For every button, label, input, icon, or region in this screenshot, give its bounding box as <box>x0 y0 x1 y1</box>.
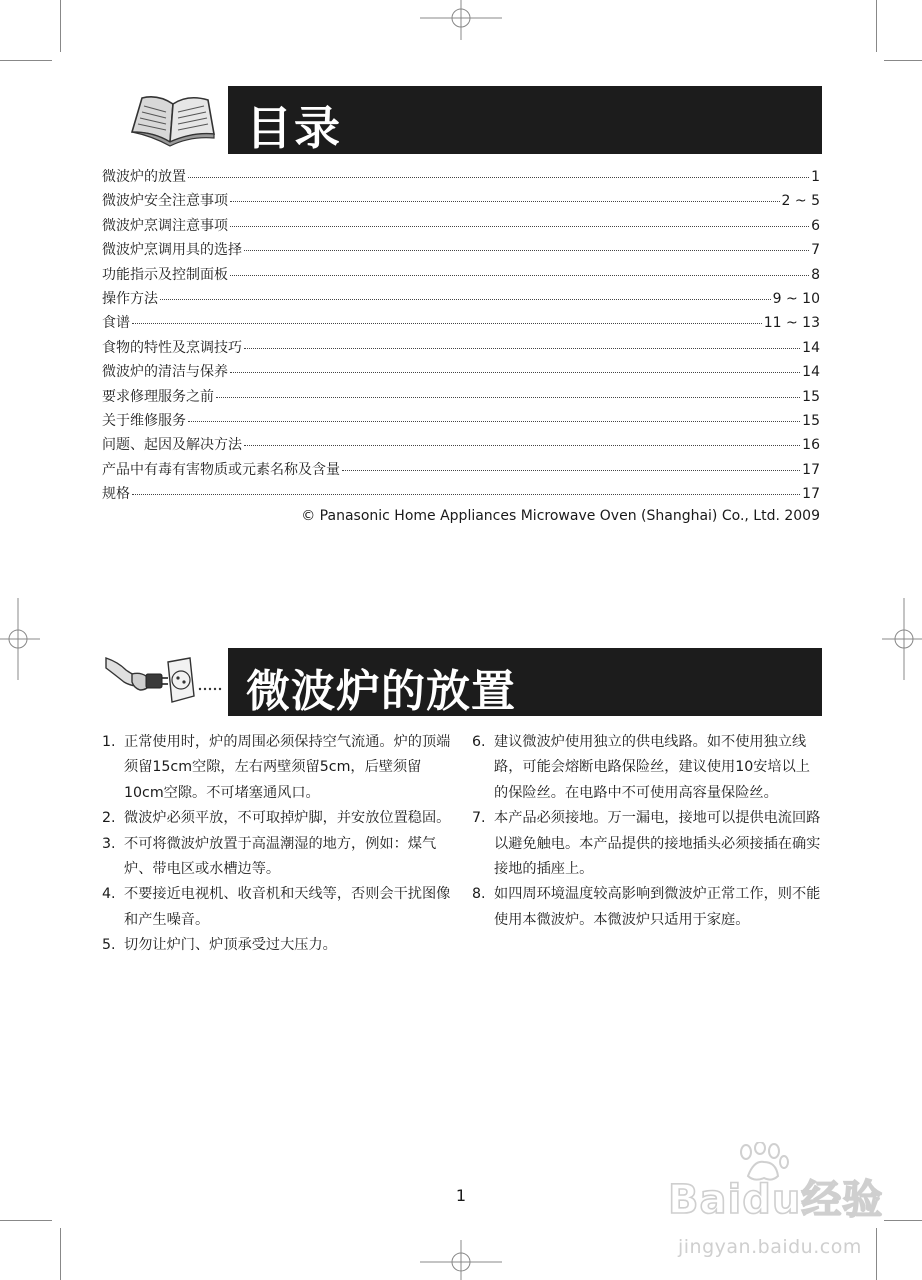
crop-mark <box>60 1228 61 1280</box>
dot-leader <box>342 470 800 471</box>
registration-mark-top <box>420 0 502 40</box>
open-book-icon <box>128 92 218 148</box>
toc-entry[interactable] <box>102 239 820 263</box>
toc-entry[interactable] <box>102 264 820 288</box>
toc-entry-title: 要求修理服务之前 <box>102 388 214 405</box>
toc-entry[interactable] <box>102 386 820 410</box>
list-item <box>472 730 824 806</box>
dot-leader <box>230 275 809 276</box>
toc-entry-page: 6 <box>811 217 820 234</box>
toc-entry-title: 规格 <box>102 486 130 503</box>
item-number: 5. <box>102 937 116 954</box>
toc-entry[interactable] <box>102 288 820 312</box>
toc-entry[interactable] <box>102 215 820 239</box>
toc-entry[interactable] <box>102 410 820 434</box>
registration-mark-bottom <box>420 1240 502 1280</box>
toc-entry[interactable] <box>102 190 820 214</box>
toc-entry-title: 微波炉烹调用具的选择 <box>102 242 242 259</box>
dot-leader <box>230 201 780 202</box>
toc-entry-page: 7 <box>811 242 820 259</box>
list-item <box>102 832 454 883</box>
dot-leader <box>160 299 771 300</box>
copyright-notice: © Panasonic Home Appliances Microwave Oven (Shanghai) Co., Ltd. 2009 <box>301 508 820 524</box>
toc-entry-page: 9 ~ 10 <box>772 290 820 307</box>
toc-entry[interactable] <box>102 361 820 385</box>
watermark-url: jingyan.baidu.com <box>678 1236 862 1258</box>
toc-entry-title: 微波炉安全注意事项 <box>102 193 228 210</box>
placement-title: 微波炉的放置 <box>246 666 516 717</box>
toc-entry[interactable] <box>102 483 820 507</box>
toc-entry-page: 17 <box>802 461 820 478</box>
toc-entry[interactable] <box>102 434 820 458</box>
item-text: 正常使用时，炉的周围必须保持空气流通。炉的顶端须留15cm空隙，左右两壁须留5cm，后壁须留10cm空隙。不可堵塞通风口。 <box>124 734 451 801</box>
toc-entry-title: 产品中有毒有害物质或元素名称及含量 <box>102 461 340 478</box>
toc-entry-page: 14 <box>802 364 820 381</box>
dot-leader <box>188 177 809 178</box>
toc-entry[interactable] <box>102 166 820 190</box>
toc-entry-title: 问题、起因及解决方法 <box>102 437 242 454</box>
placement-notes-right <box>472 730 824 933</box>
dot-leader <box>244 445 800 446</box>
item-number: 2. <box>102 810 116 827</box>
dot-leader <box>230 372 800 373</box>
toc-entry[interactable] <box>102 312 820 336</box>
toc-entry-page: 15 <box>802 412 820 429</box>
item-number: 8. <box>472 886 486 903</box>
toc-entry-title: 关于维修服务 <box>102 412 186 429</box>
dot-leader <box>244 250 809 251</box>
list-item <box>472 882 824 933</box>
item-number: 4. <box>102 886 116 903</box>
toc-entry-title: 功能指示及控制面板 <box>102 266 228 283</box>
toc-entry-page: 17 <box>802 486 820 503</box>
crop-mark <box>0 60 52 61</box>
toc-entry-title: 微波炉烹调注意事项 <box>102 217 228 234</box>
toc-entry-page: 8 <box>811 266 820 283</box>
dot-leader <box>132 494 800 495</box>
toc-entry-title: 微波炉的放置 <box>102 169 186 185</box>
registration-mark-left <box>0 598 40 680</box>
table-of-contents <box>102 166 820 507</box>
dot-leader <box>216 397 800 398</box>
toc-header <box>228 86 822 154</box>
toc-entry-title: 操作方法 <box>102 290 158 307</box>
toc-title: 目录 <box>246 101 342 155</box>
toc-entry-page: 11 ~ 13 <box>763 315 820 332</box>
item-number: 3. <box>102 835 116 852</box>
dot-leader <box>132 323 762 324</box>
item-text: 微波炉必须平放，不可取掉炉脚，并安放位置稳固。 <box>124 810 451 827</box>
list-item <box>102 730 454 806</box>
crop-mark <box>876 0 877 52</box>
placement-header <box>228 648 822 716</box>
placement-notes-left <box>102 730 454 959</box>
list-item <box>102 933 454 958</box>
watermark-brand: Baidu经验 <box>668 1177 884 1223</box>
item-text: 切勿让炉门、炉顶承受过大压力。 <box>124 937 337 954</box>
dot-leader <box>230 226 809 227</box>
list-item <box>472 806 824 882</box>
crop-mark <box>0 1220 52 1221</box>
crop-mark <box>884 60 922 61</box>
list-item <box>102 806 454 831</box>
item-text: 不可将微波炉放置于高温潮湿的地方，例如：煤气炉、带电区或水槽边等。 <box>124 835 437 878</box>
plug-socket-icon <box>104 652 224 710</box>
toc-entry[interactable] <box>102 337 820 361</box>
registration-mark-right <box>882 598 922 680</box>
toc-entry-page: 1 <box>811 169 820 185</box>
item-text: 建议微波炉使用独立的供电线路。如不使用独立线路，可能会熔断电路保险丝，建议使用10安培以上的保险丝。在电路中不可使用高容量保险丝。 <box>494 734 810 801</box>
item-text: 如四周环境温度较高影响到微波炉正常工作，则不能使用本微波炉。本微波炉只适用于家庭。 <box>494 886 821 928</box>
dot-leader <box>188 421 800 422</box>
page-number: 1 <box>455 1186 467 1205</box>
toc-entry-page: 15 <box>802 388 820 405</box>
toc-entry[interactable] <box>102 459 820 483</box>
item-number: 1. <box>102 734 116 750</box>
toc-entry-title: 微波炉的清洁与保养 <box>102 364 228 381</box>
crop-mark <box>60 0 61 52</box>
dot-leader <box>244 348 800 349</box>
baidu-watermark <box>668 1142 898 1272</box>
item-number: 6. <box>472 734 486 750</box>
list-item <box>102 882 454 933</box>
toc-entry-title: 食谱 <box>102 315 130 332</box>
item-text: 不要接近电视机、收音机和天线等，否则会干扰图像和产生噪音。 <box>124 886 451 928</box>
toc-entry-title: 食物的特性及烹调技巧 <box>102 339 242 356</box>
toc-entry-page: 16 <box>802 437 820 454</box>
toc-entry-page: 2 ~ 5 <box>781 193 820 210</box>
toc-entry-page: 14 <box>802 339 820 356</box>
item-number: 7. <box>472 810 486 827</box>
item-text: 本产品必须接地。万一漏电，接地可以提供电流回路以避免触电。本产品提供的接地插头必须接插在确实接地的插座上。 <box>494 810 821 878</box>
